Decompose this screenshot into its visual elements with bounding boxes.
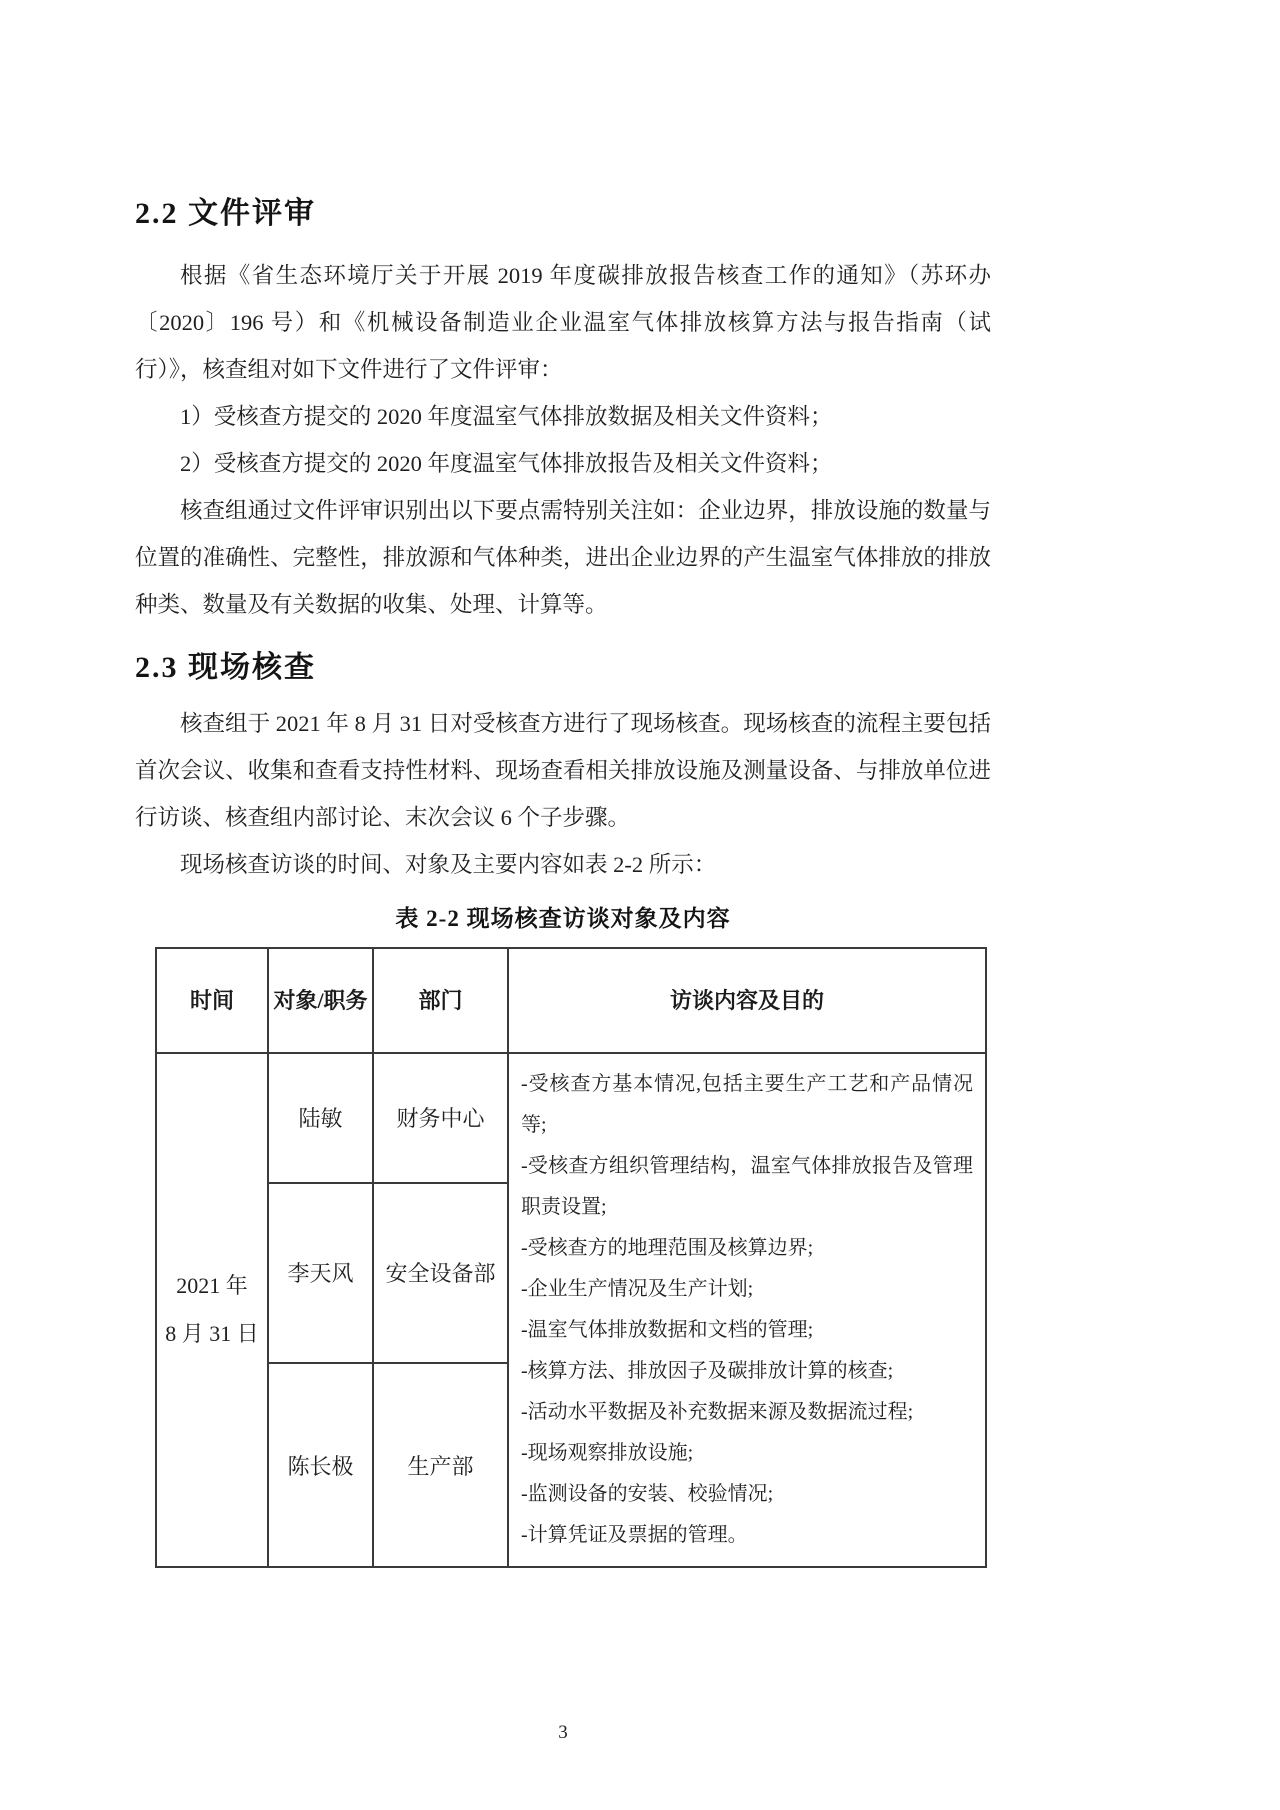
review-item-2: 2）受核查方提交的 2020 年度温室气体排放报告及相关文件资料； xyxy=(180,451,833,476)
content-item: -受核查方组织管理结构，温室气体排放报告及管理职责设置; xyxy=(521,1155,973,1218)
review-item-1: 1）受核查方提交的 2020 年度温室气体排放数据及相关文件资料； xyxy=(180,404,833,429)
content-item: -企业生产情况及生产计划; xyxy=(521,1278,754,1300)
cell-department: 安全设备部 xyxy=(373,1183,508,1364)
content-item: -核算方法、排放因子及碳排放计算的核查; xyxy=(521,1360,894,1382)
paragraph-onsite-process: 核查组于 2021 年 8 月 31 日对受核查方进行了现场核查。现场核查的流程主要包括首次会议、收集和查看支持性材料、现场查看相关排放设施及测量设备、与排放单位进行访谈、核查组内部讨论、末次会议 6 个子步骤。 xyxy=(135,711,991,830)
header-time: 时间 xyxy=(156,948,268,1053)
cell-department: 财务中心 xyxy=(373,1053,508,1183)
section-heading-2-2: 2.2 文件评审 xyxy=(135,197,316,230)
content-item: -活动水平数据及补充数据来源及数据流过程; xyxy=(521,1401,914,1423)
paragraph-basis-documents: 根据《省生态环境厅关于开展 2019 年度碳排放报告核查工作的通知》（苏环办〔2020〕196 号）和《机械设备制造业企业温室气体排放核算方法与报告指南（试行）》，核查组对如下文件进行了文件评审： xyxy=(135,263,991,382)
paragraph-table-intro: 现场核查访谈的时间、对象及主要内容如表 2-2 所示： xyxy=(180,852,717,877)
table-caption: 表 2-2 现场核查访谈对象及内容 xyxy=(395,906,731,931)
section-heading-2-3: 2.3 现场核查 xyxy=(135,651,316,684)
cell-person: 陈长极 xyxy=(268,1363,373,1567)
header-content: 访谈内容及目的 xyxy=(508,948,986,1053)
cell-time xyxy=(156,1053,268,1567)
content-item: -现场观察排放设施; xyxy=(521,1442,694,1464)
table-header-row xyxy=(156,948,986,1053)
content-item: -温室气体排放数据和文档的管理; xyxy=(521,1319,814,1341)
paragraph-review-findings: 核查组通过文件评审识别出以下要点需特别关注如：企业边界，排放设施的数量与位置的准确性、完整性，排放源和气体种类，进出企业边界的产生温室气体排放的排放种类、数量及有关数据的收集、处理、计算等。 xyxy=(135,498,991,617)
header-person: 对象/职务 xyxy=(268,948,373,1053)
content-item: -受核查方的地理范围及核算边界; xyxy=(521,1237,814,1259)
cell-person: 陆敏 xyxy=(268,1053,373,1183)
content-item: -监测设备的安装、校验情况; xyxy=(521,1483,774,1505)
cell-person: 李天风 xyxy=(268,1183,373,1364)
page-content xyxy=(135,188,991,1568)
table-row xyxy=(156,1053,986,1183)
page-number: 3 xyxy=(558,1722,568,1743)
content-item: -受核查方基本情况,包括主要生产工艺和产品情况等; xyxy=(521,1073,973,1136)
time-line-1: 2021 年 xyxy=(176,1273,248,1298)
cell-interview-content xyxy=(508,1053,986,1567)
header-department: 部门 xyxy=(373,948,508,1053)
interview-table xyxy=(155,947,987,1568)
cell-department: 生产部 xyxy=(373,1363,508,1567)
time-line-2: 8 月 31 日 xyxy=(165,1321,259,1346)
content-item: -计算凭证及票据的管理。 xyxy=(521,1524,748,1546)
